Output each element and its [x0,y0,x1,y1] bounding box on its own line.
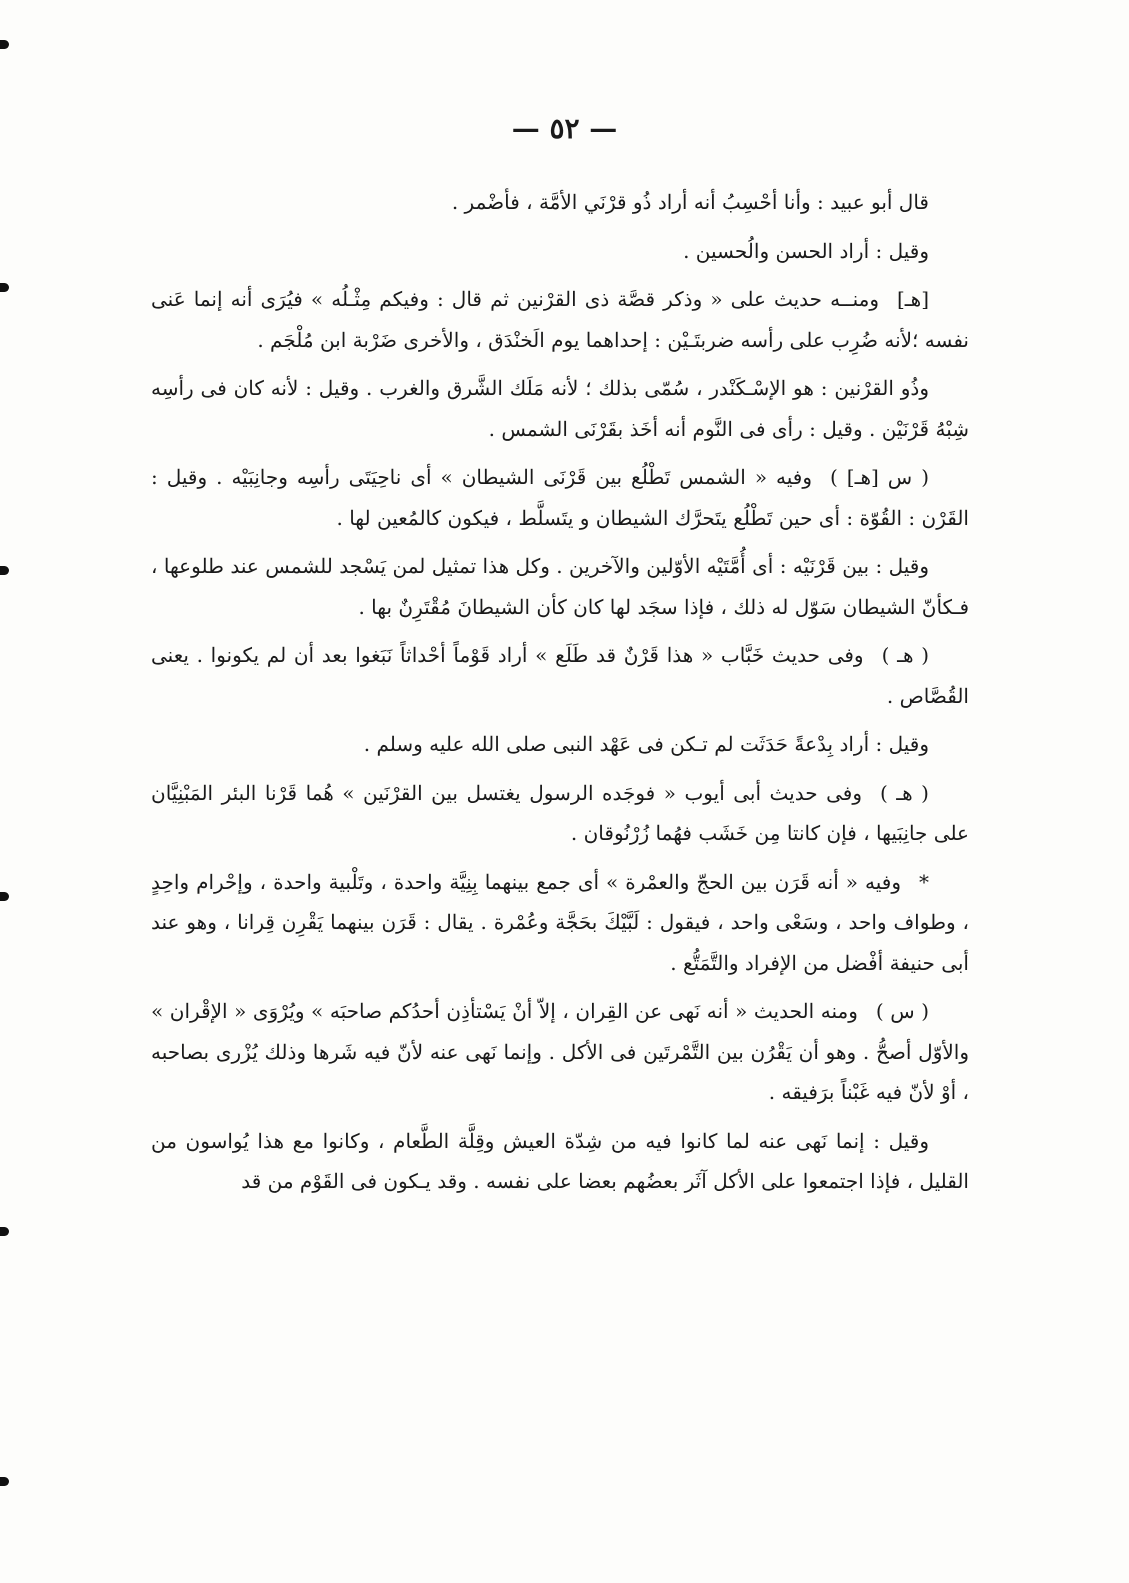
scan-edge-mark [0,892,9,901]
page-number: — ٥٢ — [511,112,618,145]
paragraph [151,724,969,765]
paragraph-text: ومنــه حديث على « وذكر قصَّة ذى القرْنين ثم قال : وفيكم مِثْـلُه » فيُرَى أنه إنما عَنى نفسه ؛لأنه ضُرِب على رأسه ضربتَـيْن : إحداهما يوم الَخنْدَق ، والأخرى ضَرْبة ابن مُلْجَم . [151,287,969,352]
entry-marker: * [919,869,929,894]
source-marker: ( هـ ) [879,780,929,805]
paragraph [151,368,969,449]
paragraph [151,231,969,272]
source-marker: ( س ) [875,999,930,1023]
paragraph [151,1121,969,1202]
source-marker: [هـ] [896,287,929,311]
paragraph-text: ومنه الحديث « أنه نَهى عن القِران ، إلاّ أنْ يَسْتأذِن أحدُكم صاحبَه » ويُرْوَى « الإقْران » والأوّل أصحُّ . وهو أن يَقْرُن بين التَّمْرتَين فى الأكل . وإنما نَهى عنه لأنّ فيه شَرها وذلك يُزْرى بصاحبه ، أوْ لأنّ فيه غَبْناً برَفيقه . [151,999,969,1104]
scan-edge-mark [0,1477,9,1486]
paragraph-text: وفى حديث خَبَّاب « هذا قَرْنٌ قد طَلَع » أراد قَوْماً أحْداثاً نَبَغوا بعد أن لم يكونوا . يعنى القُصَّاص . [151,643,969,708]
paragraph [151,991,969,1113]
paragraph [151,862,969,984]
paragraph [151,279,969,360]
scan-edge-mark [0,40,9,49]
paragraph-text: وفى حديث أبى أيوب « فوجَده الرسول يغتسل بين القرْنَين » هُما قَرْنا البئر المَبْنِيَّان على جانِبَيها ، فإن كانتا مِن خَشَب فهُما زُرْنُوقان . [151,780,969,845]
paragraph [151,773,969,854]
source-marker: ( هـ ) [881,643,929,667]
paragraph-text: وذُو القرْنين : هو الإسْـكَنْدر ، سُمّى بذلك ؛ لأنه مَلَك الشَّرق والغرب . وقيل : لأنه كان فى رأسِه شِبْهُ قَرْنَيْن . وقيل : رأى فى النَّوم أنه أخَذ بقَرْنَى الشمس . [151,376,969,441]
paragraph-text: وفيه « أنه قَرَن بين الحجّ والعمْرة » أى جمع بينهما بِنِيَّة واحدة ، وتَلْبية واحدة ، وإحْرام واحِدٍ ، وطواف واحد ، وسَعْى واحد ، فيقول : لَبَّيْكَ بحَجَّة وعُمْرة . يقال : قَرَن بينهما يَقْرِن قِرانا ، وهو عند أبى حنيفة أفْضل من الإفراد والتَّمَتُّع . [151,869,969,975]
paragraph-text: وقيل : أراد بِدْعةً حَدَثَت لم تـكن فى عَهْد النبى صلى الله عليه وسلم . [363,732,929,756]
paragraph-text: وقيل : أراد الحسن والُحسين . [683,238,929,263]
source-marker: ( س [هـ] ) [830,465,929,489]
paragraph-text: وقيل : بين قَرْنَيْه : أى أُمَّتَيْه الأوّلين والآخرين . وكل هذا تمثيل لمن يَسْجد للشمس عند طلوعها ، فـكأنّ الشيطان سَوّل له ذلك ، فإذا سجَد لها كان كأن الشيطانَ مُقْتَرِنٌ بها . [151,554,969,619]
scan-edge-mark [0,283,9,292]
paragraph [151,182,969,223]
paragraph-text: قال أبو عبيد : وأنا أحْسِبُ أنه أراد ذُو قرْنَي الأمَّة ، فأضْمر . [451,190,929,214]
scan-edge-mark [0,566,9,575]
scan-edge-mark [0,1227,9,1236]
paragraph-text: وقيل : إنما نَهى عنه لما كانوا فيه من شِدّة العيش وقِلَّة الطَّعام ، وكانوا مع هذا يُواسون من القليل ، فإذا اجتمعوا على الأكل آثَر بعضُهم بعضا على نفسه . وقد يـكون فى القَوْم من قد [151,1128,969,1193]
paragraph [151,546,969,627]
paragraph-text: وفيه « الشمس تَطْلُع بين قَرْنَى الشيطان » أى ناحِيَتَى رأسِه وجانِبَيْه . وقيل : القَرْن : القُوّة : أى حين تَطْلُع يتَحرَّك الشيطان و يتَسلَّط ، فيكون كالمُعين لها . [151,465,969,530]
body-text [151,182,969,1210]
paragraph [151,457,969,538]
paragraph [151,635,969,716]
